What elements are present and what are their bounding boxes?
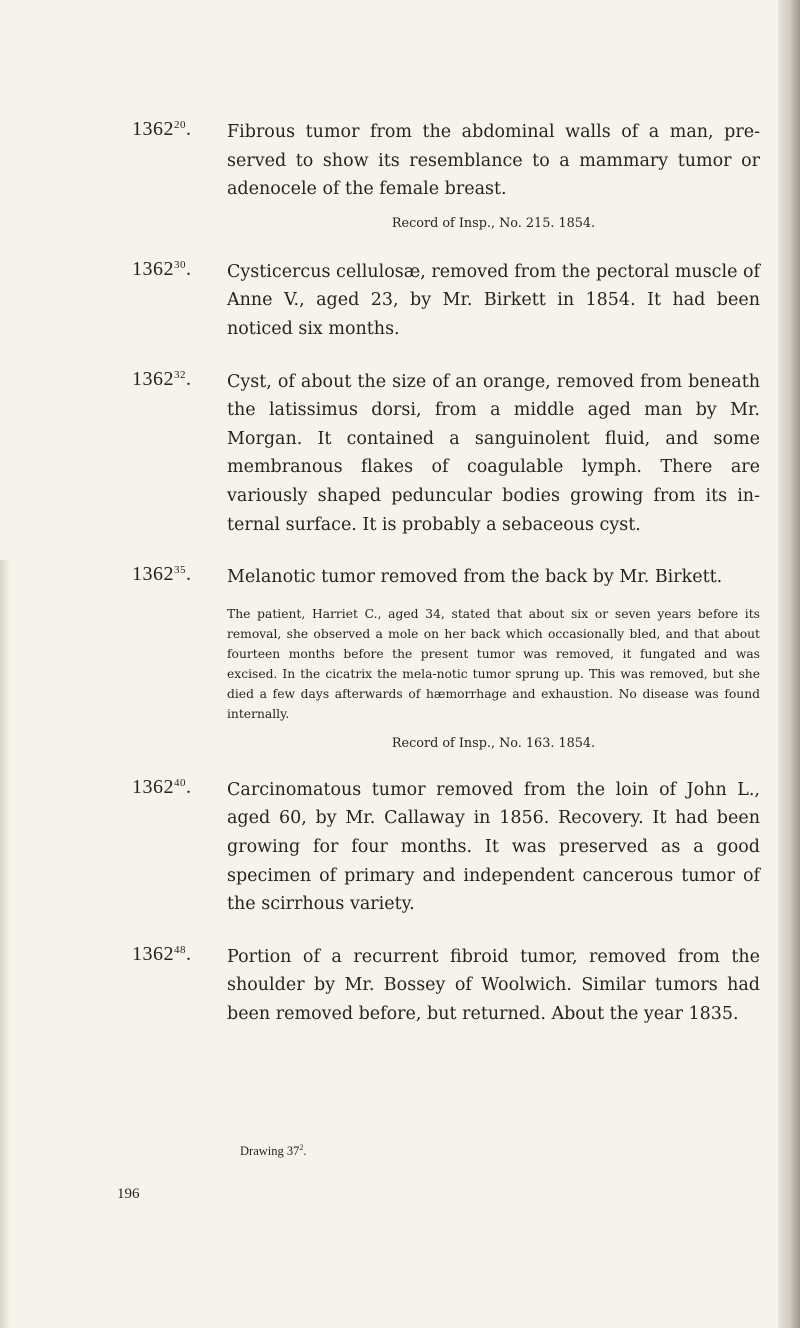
entry-description: Cysticercus cellulosæ, removed from the pectoral muscle of Anne V., aged 23, by Mr. Birkett in 1854. It had been noticed six months. <box>227 261 761 339</box>
catalogue-entry <box>132 258 760 344</box>
catalogue-entry <box>132 776 760 919</box>
inspection-record: Record of Insp., No. 163. 1854. <box>391 735 596 751</box>
catalogue-entry <box>132 118 760 234</box>
page-binding-edge <box>778 0 800 1328</box>
catalogue-entry <box>132 368 760 540</box>
entry-description: Cyst, of about the size of an orange, removed from beneath the latissimus dorsi, from a middle aged man by Mr. Morgan. It contained a sanguinolent fluid, and some membranous flakes of coagulable lymph. There are variously shaped peduncular bodies growing from its in-ternal surface. It is probably a sebaceous cyst. <box>227 371 760 535</box>
entry-number: 1362$^{32}$. <box>132 367 192 390</box>
catalogue-entry <box>132 943 760 1029</box>
entry-description: Carcinomatous tumor removed from the loin of John L., aged 60, by Mr. Callaway in 1856. Recovery. It had been growing for four months. It was preserved as a good specimen of primary and independent cancerous tumor of the scirrhous variety. <box>227 779 760 915</box>
entry-number: 1362$^{48}$. <box>132 942 192 965</box>
entry-description: Fibrous tumor from the abdominal walls of a man, pre-served to show its resemblance to a mammary tumor or adenocele of the female breast. <box>227 122 760 200</box>
inspection-record: Record of Insp., No. 215. 1854. <box>391 215 596 231</box>
entry-number: 1362$^{30}$. <box>132 257 192 280</box>
entry-number: 1362$^{20}$. <box>132 118 192 140</box>
page-left-shadow <box>0 560 10 1328</box>
case-note: The patient, Harriet C., aged 34, stated that about six or seven years before its removal, she observed a mole on her back which occasionally bled, and that about fourteen months before the present tumor was removed, it fungated and was excised. In the cicatrix the mela-notic tumor sprung up. This was removed, but she died a few days afterwards of hæmorrhage and exhaustion. No disease was found internally. <box>227 606 760 721</box>
entry-number: 1362$^{40}$. <box>132 775 192 798</box>
entry-description: Melanotic tumor removed from the back by Mr. Birkett. <box>227 567 723 588</box>
catalogue-entry <box>132 563 760 754</box>
page-number: 196 <box>117 1186 140 1202</box>
entry-number: 1362$^{35}$. <box>132 563 192 586</box>
document-page <box>132 118 760 1028</box>
drawing-reference: Drawing $37^2$. <box>240 1143 307 1158</box>
entry-description: Portion of a recurrent fibroid tumor, removed from the shoulder by Mr. Bossey of Woolwich. Similar tumors had been removed before, but returned. About the year 1835. <box>227 946 760 1024</box>
